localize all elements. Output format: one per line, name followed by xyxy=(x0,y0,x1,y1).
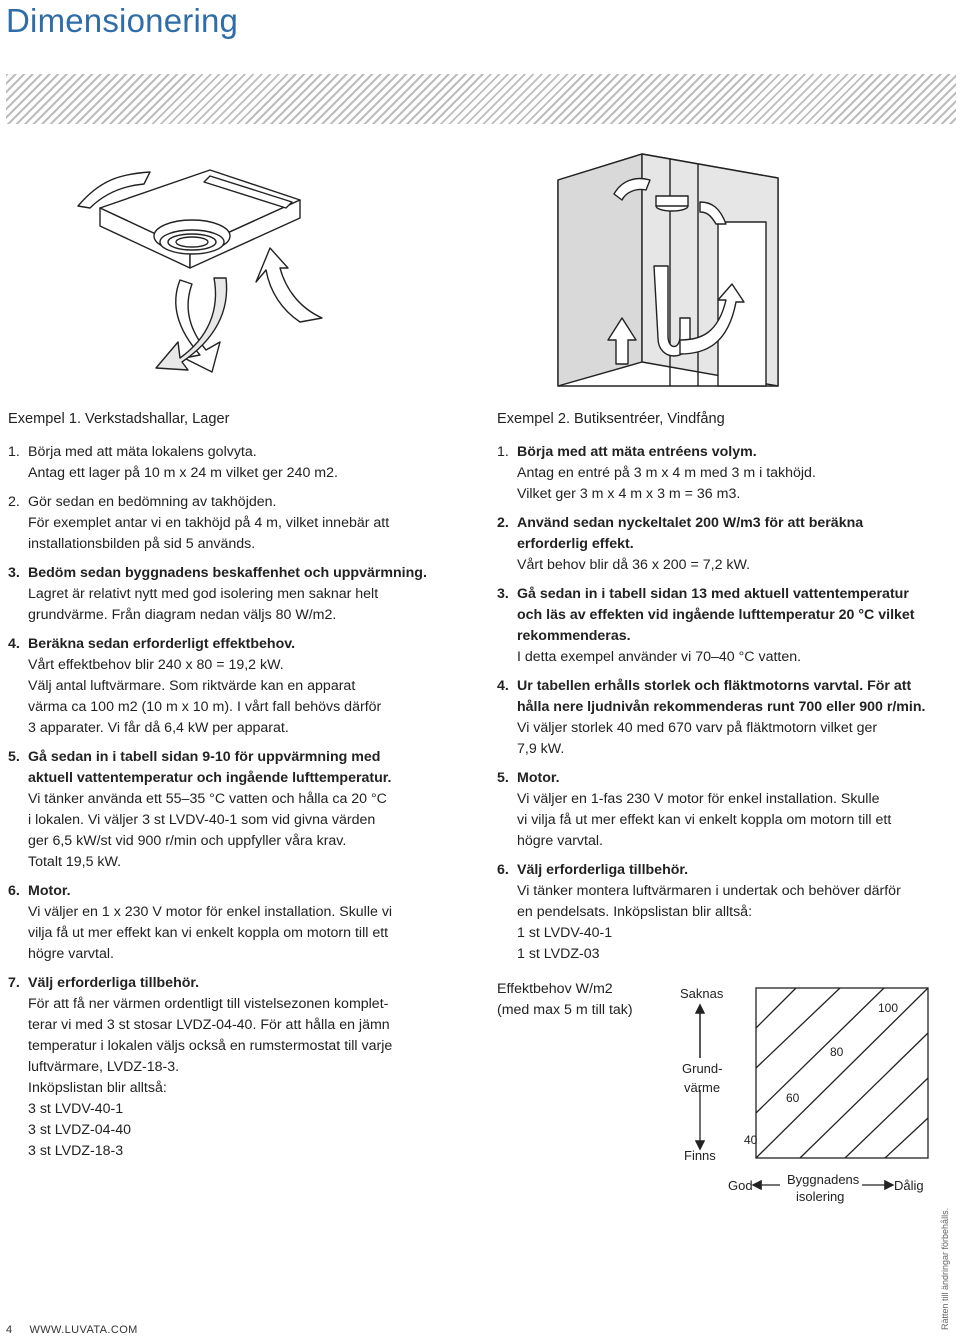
diagram-zone-60: 60 xyxy=(786,1091,800,1105)
decorative-hatch-band xyxy=(6,74,956,124)
footer-url: WWW.LUVATA.COM xyxy=(29,1324,138,1336)
example-1-heading: Exempel 1. Verkstadshallar, Lager xyxy=(8,411,230,427)
diagram-x-left-label: God xyxy=(728,1178,753,1193)
example-2-column xyxy=(497,409,952,973)
diagram-x-center-label-2: isolering xyxy=(796,1189,845,1204)
example-1-step-7: 7. Välj erforderliga tillbehör. För att få ner värmen ordentligt till vistelsezonen komplet- terar vi med 3 st stosar LVDZ-04-40. För att hålla en jämn temperatur i lokalen väljs också en rumstermostat till varje luftvärmare, LVDZ-18-3. Inköpslistan blir alltså: 3 st LVDV-40-1 3 st LVDZ-04-40 3 st LVDZ-18-3 xyxy=(8,975,393,1159)
example-1-step-1: 1. Börja med att mäta lokalens golvyta. Antag ett lager på 10 m x 24 m vilket ger 240 m2. xyxy=(8,444,338,481)
example-1-column xyxy=(8,409,478,1170)
example-1-step-3: 3. Bedöm sedan byggnadens beskaffenhet och uppvärmning. Lagret är relativt nytt med god isolering men saknar helt grundvärme. Från diagram nedan väljs 80 W/m2. xyxy=(8,565,427,623)
example-2-step-2: 2. Använd sedan nyckeltalet 200 W/m3 för att beräkna erforderlig effekt. Vårt behov blir då 36 x 200 = 7,2 kW. xyxy=(497,515,864,573)
diagram-bottom-label: Finns xyxy=(684,1148,716,1163)
diagram-zone-80: 80 xyxy=(830,1045,844,1059)
example-2-step-3: 3. Gå sedan in i tabell sidan 13 med aktuell vattentemperatur och läs av effekten vid ingående lufttemperatur 20 °C vilket rekommenderas. I detta exempel använder vi 70–40 °C vatten. xyxy=(497,586,915,665)
diagram-zone-40: 40 xyxy=(744,1133,758,1147)
entrance-illustration xyxy=(550,150,790,388)
example-2-step-5: 5. Motor. Vi väljer en 1-fas 230 V motor för enkel installation. Skulle vi vilja få ut mer effekt kan vi enkelt koppla om motorn till ett högre varvtal. xyxy=(497,770,892,849)
diagram-zone-100: 100 xyxy=(878,1001,899,1015)
diagram-mid-label-2: värme xyxy=(684,1080,721,1095)
diagram-x-right-label: Dålig xyxy=(894,1178,924,1193)
example-1-step-2: 2. Gör sedan en bedömning av takhöjden. För exemplet antar vi en takhöjd på 4 m, vilket innebär att installationsbilden på sid 5 används. xyxy=(8,494,390,552)
diagram-top-label: Saknas xyxy=(680,986,724,1001)
effect-requirement-diagram xyxy=(670,978,932,1210)
diagram-mid-label-1: Grund- xyxy=(682,1061,723,1076)
example-1-step-4: 4. Beräkna sedan erforderligt effektbehov. Vårt effektbehov blir 240 x 80 = 19,2 kW. Välj antal luftvärmare. Som riktvärde kan en apparat värma ca 100 m2 (10 m x 10 m). I vårt fall behövs därför 3 apparater. Vi får då 6,4 kW per apparat. xyxy=(8,636,382,736)
example-2-step-1: 1. Börja med att mäta entréens volym. Antag en entré på 3 m x 4 m med 3 m i takhöjd. Vilket ger 3 m x 4 m x 3 m = 36 m3. xyxy=(497,444,816,502)
page-footer xyxy=(6,1324,138,1336)
example-1-step-5: 5. Gå sedan in i tabell sidan 9-10 för uppvärmning med aktuell vattentemperatur och ingående lufttemperatur. Vi tänker använda ett 55–35 °C vatten och hålla ca 20 °C i lokalen. Vi väljer 3 st LVDV-40-1 som vid givna värden ger 6,5 kW/st vid 900 r/min och uppfyller våra krav. Totalt 19,5 kW. xyxy=(8,749,392,870)
page-number: 4 xyxy=(6,1324,13,1336)
page-title: Dimensionering xyxy=(6,2,239,39)
example-1-step-6: 6. Motor. Vi väljer en 1 x 230 V motor för enkel installation. Skulle vi vilja få ut mer effekt kan vi enkelt koppla om motorn till ett högre varvtal. xyxy=(8,883,393,962)
example-2-heading: Exempel 2. Butiksentréer, Vindfång xyxy=(497,411,725,427)
example-2-step-6: 6. Välj erforderliga tillbehör. Vi tänker montera luftvärmaren i undertak och behöver därför en pendelsats. Inköpslistan blir alltså: 1 st LVDV-40-1 1 st LVDZ-03 xyxy=(497,862,901,962)
ceiling-unit-illustration xyxy=(60,150,340,380)
diagram-caption: Effektbehov W/m2 (med max 5 m till tak) xyxy=(497,981,633,1018)
diagram-x-center-label-1: Byggnadens xyxy=(787,1172,860,1187)
rights-notice: Rätten till ändringar förbehålls. xyxy=(940,1207,950,1330)
example-2-step-4: 4. Ur tabellen erhålls storlek och fläktmotorns varvtal. För att hålla nere ljudnivån rekommenderas runt 700 eller 900 r/min. Vi väljer storlek 40 med 670 varv på fläktmotorn vilket ger 7,9 kW. xyxy=(497,678,926,757)
